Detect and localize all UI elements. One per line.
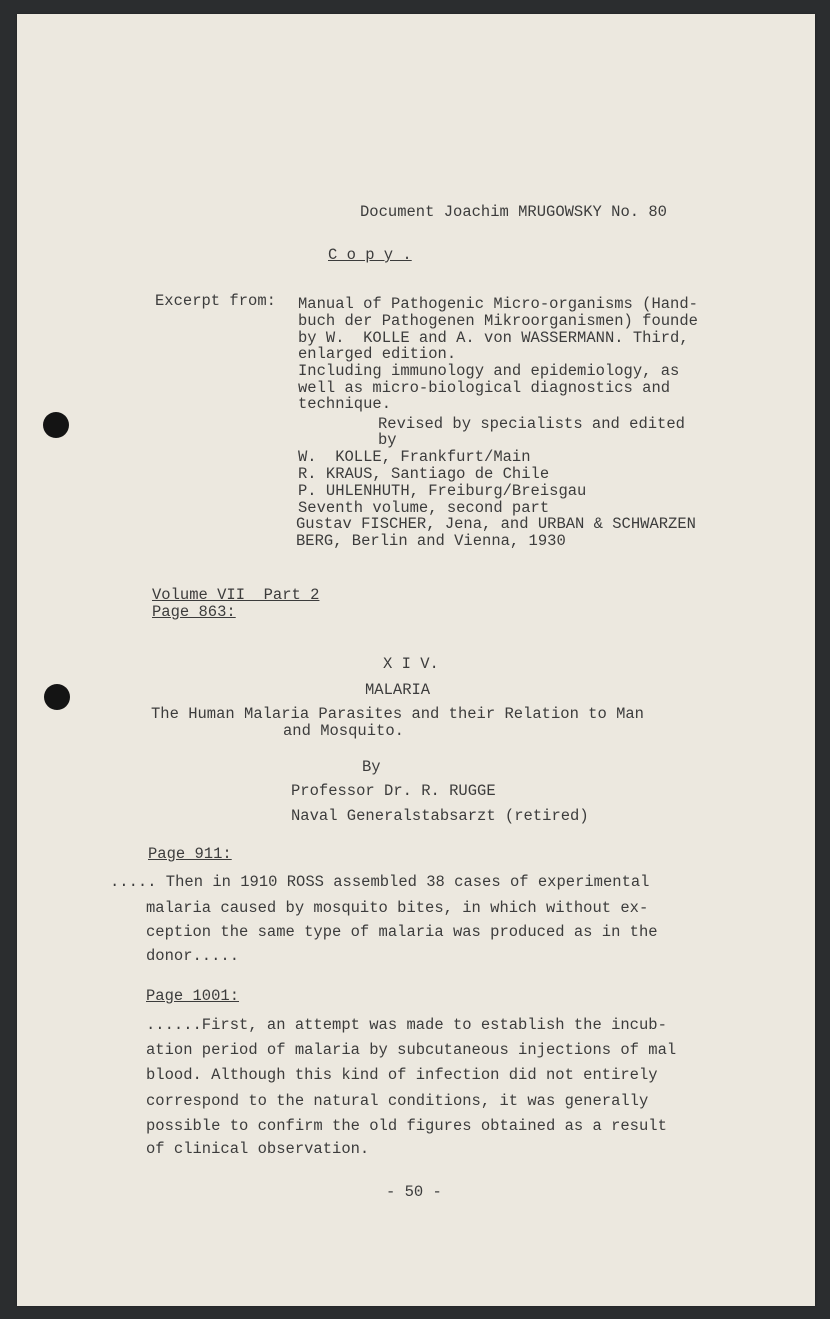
editor-line: Gustav FISCHER, Jena, and URBAN & SCHWARZEN [296, 515, 696, 533]
document-reference: Document Joachim MRUGOWSKY No. 80 [360, 203, 667, 221]
excerpt-line: Including immunology and epidemiology, as [298, 362, 680, 380]
editor-line: W. KOLLE, Frankfurt/Main [298, 448, 531, 466]
body-line: correspond to the natural conditions, it was generally [146, 1092, 649, 1110]
page-reference-911: Page 911: [148, 845, 232, 863]
punch-hole-bottom [44, 684, 70, 710]
punch-hole-top [43, 412, 69, 438]
author-name: Professor Dr. R. RUGGE [291, 782, 496, 800]
page-number: - 50 - [386, 1183, 442, 1201]
chapter-title: MALARIA [365, 681, 431, 699]
body-line: ..... Then in 1910 ROSS assembled 38 cases of experimental [110, 873, 650, 891]
excerpt-line: by W. KOLLE and A. von WASSERMANN. Third, [298, 329, 689, 347]
chapter-subtitle: and Mosquito. [283, 722, 404, 740]
copy-label: C o p y . [328, 246, 412, 264]
body-line: donor..... [146, 947, 240, 965]
excerpt-line: technique. [298, 395, 392, 413]
author-title: Naval Generalstabsarzt (retired) [291, 807, 589, 825]
excerpt-line: well as micro-biological diagnostics and [298, 379, 671, 397]
body-line: ......First, an attempt was made to establish the incub- [146, 1016, 667, 1034]
revised-line: Revised by specialists and edited [378, 415, 685, 433]
body-line: blood. Although this kind of infection did not entirely [146, 1066, 658, 1084]
page-reference-1001: Page 1001: [146, 987, 240, 1005]
editor-line: BERG, Berlin and Vienna, 1930 [296, 532, 566, 550]
editor-line: R. KRAUS, Santiago de Chile [298, 465, 550, 483]
revised-line: by [378, 431, 397, 449]
editor-line: Seventh volume, second part [298, 499, 550, 517]
body-line: ation period of malaria by subcutaneous injections of mal [146, 1041, 677, 1059]
editor-line: P. UHLENHUTH, Freiburg/Breisgau [298, 482, 587, 500]
body-line: malaria caused by mosquito bites, in which without ex- [146, 899, 649, 917]
body-line: ception the same type of malaria was produced as in the [146, 923, 658, 941]
excerpt-line: Manual of Pathogenic Micro-organisms (Hand- [298, 295, 698, 313]
body-line: of clinical observation. [146, 1140, 370, 1158]
excerpt-line: enlarged edition. [298, 345, 457, 363]
excerpt-line: buch der Pathogenen Mikroorganismen) founde [298, 312, 698, 330]
body-line: possible to confirm the old figures obtained as a result [146, 1117, 667, 1135]
volume-reference: Volume VII Part 2 [152, 586, 320, 604]
excerpt-label: Excerpt from: [155, 292, 276, 310]
page-reference-863: Page 863: [152, 603, 236, 621]
byline-by: By [362, 758, 381, 776]
chapter-subtitle: The Human Malaria Parasites and their Relation to Man [151, 705, 644, 723]
chapter-number: X I V. [383, 655, 439, 673]
